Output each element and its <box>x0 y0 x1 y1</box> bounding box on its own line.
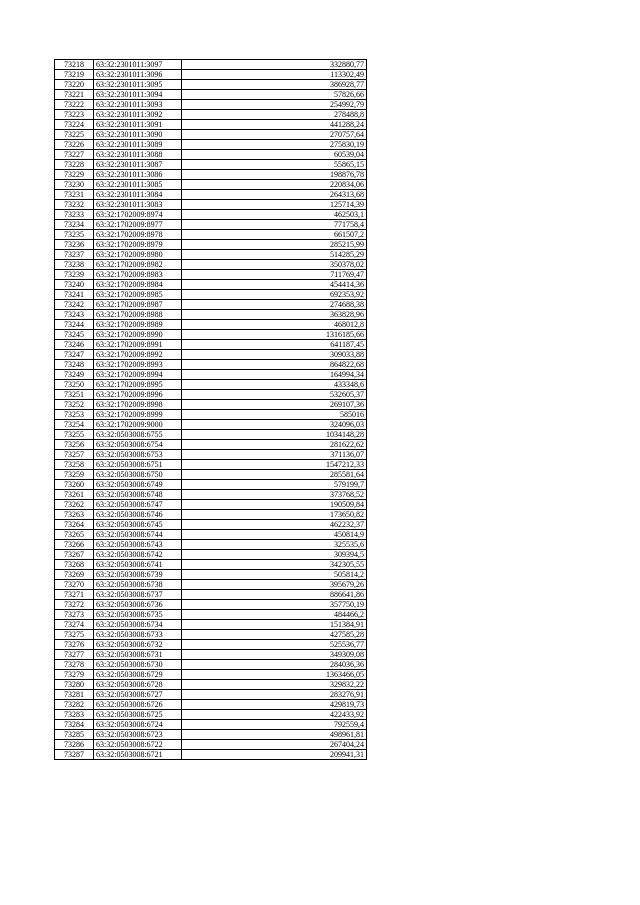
value-cell: 151384,91 <box>182 620 367 630</box>
value-cell: 278488,8 <box>182 110 367 120</box>
cadastral-number-cell: 63:32:2301011:3094 <box>94 90 182 100</box>
cadastral-number-cell: 63:32:0503008:6735 <box>94 610 182 620</box>
table-row <box>55 550 367 560</box>
cadastral-number-cell: 63:32:0503008:6755 <box>94 430 182 440</box>
table-row <box>55 150 367 160</box>
table-row <box>55 110 367 120</box>
row-number-cell: 73233 <box>55 210 94 220</box>
value-cell: 514285,29 <box>182 250 367 260</box>
value-cell: 113302,49 <box>182 70 367 80</box>
data-table <box>54 59 367 760</box>
table-row <box>55 560 367 570</box>
cadastral-number-cell: 63:32:2301011:3095 <box>94 80 182 90</box>
value-cell: 711769,47 <box>182 270 367 280</box>
value-cell: 285581,64 <box>182 470 367 480</box>
cadastral-number-cell: 63:32:1702009:8998 <box>94 400 182 410</box>
cadastral-number-cell: 63:32:1702009:8996 <box>94 390 182 400</box>
row-number-cell: 73219 <box>55 70 94 80</box>
value-cell: 283276,91 <box>182 690 367 700</box>
row-number-cell: 73280 <box>55 680 94 690</box>
table-row <box>55 710 367 720</box>
value-cell: 281622,62 <box>182 440 367 450</box>
row-number-cell: 73277 <box>55 650 94 660</box>
row-number-cell: 73283 <box>55 710 94 720</box>
value-cell: 60539,04 <box>182 150 367 160</box>
row-number-cell: 73239 <box>55 270 94 280</box>
value-cell: 349309,08 <box>182 650 367 660</box>
cadastral-number-cell: 63:32:1702009:8991 <box>94 340 182 350</box>
table-row <box>55 280 367 290</box>
table-row <box>55 690 367 700</box>
table-row <box>55 730 367 740</box>
table-row <box>55 530 367 540</box>
table-row <box>55 270 367 280</box>
table-row <box>55 220 367 230</box>
cadastral-number-cell: 63:32:2301011:3085 <box>94 180 182 190</box>
row-number-cell: 73242 <box>55 300 94 310</box>
table-row <box>55 70 367 80</box>
row-number-cell: 73275 <box>55 630 94 640</box>
value-cell: 1547212,33 <box>182 460 367 470</box>
row-number-cell: 73279 <box>55 670 94 680</box>
value-cell: 429819,73 <box>182 700 367 710</box>
row-number-cell: 73263 <box>55 510 94 520</box>
cadastral-number-cell: 63:32:0503008:6744 <box>94 530 182 540</box>
cadastral-number-cell: 63:32:2301011:3087 <box>94 160 182 170</box>
row-number-cell: 73253 <box>55 410 94 420</box>
row-number-cell: 73271 <box>55 590 94 600</box>
value-cell: 264313,68 <box>182 190 367 200</box>
value-cell: 692353,92 <box>182 290 367 300</box>
row-number-cell: 73265 <box>55 530 94 540</box>
value-cell: 371136,07 <box>182 450 367 460</box>
row-number-cell: 73276 <box>55 640 94 650</box>
row-number-cell: 73285 <box>55 730 94 740</box>
row-number-cell: 73220 <box>55 80 94 90</box>
row-number-cell: 73232 <box>55 200 94 210</box>
value-cell: 484466,2 <box>182 610 367 620</box>
value-cell: 275830,19 <box>182 140 367 150</box>
table-row <box>55 610 367 620</box>
table-row <box>55 680 367 690</box>
table-body <box>55 60 367 760</box>
row-number-cell: 73224 <box>55 120 94 130</box>
cadastral-number-cell: 63:32:0503008:6753 <box>94 450 182 460</box>
row-number-cell: 73286 <box>55 740 94 750</box>
value-cell: 462503,1 <box>182 210 367 220</box>
row-number-cell: 73244 <box>55 320 94 330</box>
value-cell: 357750,19 <box>182 600 367 610</box>
row-number-cell: 73248 <box>55 360 94 370</box>
table-row <box>55 700 367 710</box>
cadastral-number-cell: 63:32:2301011:3092 <box>94 110 182 120</box>
row-number-cell: 73229 <box>55 170 94 180</box>
cadastral-number-cell: 63:32:2301011:3084 <box>94 190 182 200</box>
table-row <box>55 450 367 460</box>
table-row <box>55 80 367 90</box>
cadastral-number-cell: 63:32:1702009:8992 <box>94 350 182 360</box>
value-cell: 198876,78 <box>182 170 367 180</box>
value-cell: 269107,36 <box>182 400 367 410</box>
value-cell: 771758,4 <box>182 220 367 230</box>
cadastral-number-cell: 63:32:0503008:6728 <box>94 680 182 690</box>
cadastral-number-cell: 63:32:1702009:8999 <box>94 410 182 420</box>
row-number-cell: 73241 <box>55 290 94 300</box>
value-cell: 267404,24 <box>182 740 367 750</box>
row-number-cell: 73282 <box>55 700 94 710</box>
value-cell: 864822,68 <box>182 360 367 370</box>
value-cell: 309394,5 <box>182 550 367 560</box>
table-row <box>55 670 367 680</box>
value-cell: 641187,45 <box>182 340 367 350</box>
row-number-cell: 73245 <box>55 330 94 340</box>
table-row <box>55 620 367 630</box>
value-cell: 284036,36 <box>182 660 367 670</box>
value-cell: 792559,4 <box>182 720 367 730</box>
table-row <box>55 520 367 530</box>
cadastral-number-cell: 63:32:0503008:6737 <box>94 590 182 600</box>
row-number-cell: 73269 <box>55 570 94 580</box>
table-row <box>55 60 367 70</box>
cadastral-number-cell: 63:32:0503008:6733 <box>94 630 182 640</box>
row-number-cell: 73262 <box>55 500 94 510</box>
table-row <box>55 190 367 200</box>
cadastral-number-cell: 63:32:0503008:6721 <box>94 750 182 760</box>
row-number-cell: 73231 <box>55 190 94 200</box>
row-number-cell: 73250 <box>55 380 94 390</box>
row-number-cell: 73261 <box>55 490 94 500</box>
table-row <box>55 720 367 730</box>
table-row <box>55 750 367 760</box>
value-cell: 386928,77 <box>182 80 367 90</box>
cadastral-number-cell: 63:32:2301011:3090 <box>94 130 182 140</box>
row-number-cell: 73259 <box>55 470 94 480</box>
value-cell: 462232,37 <box>182 520 367 530</box>
table-row <box>55 290 367 300</box>
table-row <box>55 500 367 510</box>
cadastral-number-cell: 63:32:0503008:6724 <box>94 720 182 730</box>
cadastral-number-cell: 63:32:2301011:3088 <box>94 150 182 160</box>
row-number-cell: 73218 <box>55 60 94 70</box>
row-number-cell: 73272 <box>55 600 94 610</box>
row-number-cell: 73247 <box>55 350 94 360</box>
table-row <box>55 120 367 130</box>
table-row <box>55 230 367 240</box>
cadastral-number-cell: 63:32:0503008:6743 <box>94 540 182 550</box>
row-number-cell: 73246 <box>55 340 94 350</box>
table-row <box>55 420 367 430</box>
value-cell: 427585,28 <box>182 630 367 640</box>
cadastral-number-cell: 63:32:2301011:3097 <box>94 60 182 70</box>
cadastral-number-cell: 63:32:0503008:6741 <box>94 560 182 570</box>
row-number-cell: 73221 <box>55 90 94 100</box>
cadastral-number-cell: 63:32:0503008:6731 <box>94 650 182 660</box>
row-number-cell: 73258 <box>55 460 94 470</box>
table-row <box>55 460 367 470</box>
row-number-cell: 73268 <box>55 560 94 570</box>
row-number-cell: 73223 <box>55 110 94 120</box>
table-row <box>55 210 367 220</box>
value-cell: 1363466,05 <box>182 670 367 680</box>
cadastral-number-cell: 63:32:1702009:8977 <box>94 220 182 230</box>
cadastral-number-cell: 63:32:0503008:6722 <box>94 740 182 750</box>
cadastral-number-cell: 63:32:1702009:8983 <box>94 270 182 280</box>
value-cell: 220834,06 <box>182 180 367 190</box>
cadastral-number-cell: 63:32:0503008:6736 <box>94 600 182 610</box>
row-number-cell: 73235 <box>55 230 94 240</box>
value-cell: 329832,22 <box>182 680 367 690</box>
value-cell: 1034148,28 <box>182 430 367 440</box>
value-cell: 342305,55 <box>182 560 367 570</box>
row-number-cell: 73237 <box>55 250 94 260</box>
table-row <box>55 650 367 660</box>
row-number-cell: 73278 <box>55 660 94 670</box>
cadastral-number-cell: 63:32:2301011:3086 <box>94 170 182 180</box>
row-number-cell: 73222 <box>55 100 94 110</box>
table-row <box>55 360 367 370</box>
table-row <box>55 240 367 250</box>
value-cell: 125714,39 <box>182 200 367 210</box>
cadastral-number-cell: 63:32:1702009:8984 <box>94 280 182 290</box>
row-number-cell: 73267 <box>55 550 94 560</box>
table-row <box>55 600 367 610</box>
row-number-cell: 73225 <box>55 130 94 140</box>
table-row <box>55 590 367 600</box>
row-number-cell: 73266 <box>55 540 94 550</box>
value-cell: 450814,9 <box>182 530 367 540</box>
cadastral-number-cell: 63:32:0503008:6751 <box>94 460 182 470</box>
cadastral-number-cell: 63:32:0503008:6750 <box>94 470 182 480</box>
table-row <box>55 490 367 500</box>
cadastral-number-cell: 63:32:0503008:6739 <box>94 570 182 580</box>
value-cell: 270757,64 <box>182 130 367 140</box>
value-cell: 1316185,66 <box>182 330 367 340</box>
row-number-cell: 73243 <box>55 310 94 320</box>
table-row <box>55 160 367 170</box>
cadastral-number-cell: 63:32:0503008:6738 <box>94 580 182 590</box>
row-number-cell: 73273 <box>55 610 94 620</box>
table-row <box>55 480 367 490</box>
value-cell: 532605,37 <box>182 390 367 400</box>
value-cell: 209941,31 <box>182 750 367 760</box>
table-row <box>55 510 367 520</box>
cadastral-number-cell: 63:32:0503008:6729 <box>94 670 182 680</box>
table-row <box>55 200 367 210</box>
cadastral-number-cell: 63:32:1702009:8987 <box>94 300 182 310</box>
table-row <box>55 570 367 580</box>
value-cell: 350378,02 <box>182 260 367 270</box>
table-row <box>55 130 367 140</box>
value-cell: 55865,15 <box>182 160 367 170</box>
table-row <box>55 90 367 100</box>
value-cell: 505814,2 <box>182 570 367 580</box>
value-cell: 274688,38 <box>182 300 367 310</box>
cadastral-number-cell: 63:32:1702009:8985 <box>94 290 182 300</box>
value-cell: 454414,36 <box>182 280 367 290</box>
cadastral-number-cell: 63:32:0503008:6749 <box>94 480 182 490</box>
value-cell: 422433,92 <box>182 710 367 720</box>
table-row <box>55 170 367 180</box>
table-row <box>55 580 367 590</box>
row-number-cell: 73274 <box>55 620 94 630</box>
table-row <box>55 180 367 190</box>
value-cell: 324096,03 <box>182 420 367 430</box>
row-number-cell: 73251 <box>55 390 94 400</box>
cadastral-number-cell: 63:32:0503008:6742 <box>94 550 182 560</box>
table-row <box>55 740 367 750</box>
table-row <box>55 330 367 340</box>
value-cell: 468012,8 <box>182 320 367 330</box>
table-row <box>55 300 367 310</box>
cadastral-number-cell: 63:32:0503008:6745 <box>94 520 182 530</box>
value-cell: 173650,82 <box>182 510 367 520</box>
cadastral-number-cell: 63:32:1702009:8988 <box>94 310 182 320</box>
cadastral-number-cell: 63:32:0503008:6746 <box>94 510 182 520</box>
table-row <box>55 400 367 410</box>
value-cell: 164994,34 <box>182 370 367 380</box>
value-cell: 585016 <box>182 410 367 420</box>
row-number-cell: 73281 <box>55 690 94 700</box>
table-row <box>55 640 367 650</box>
table-row <box>55 350 367 360</box>
row-number-cell: 73264 <box>55 520 94 530</box>
row-number-cell: 73249 <box>55 370 94 380</box>
table-row <box>55 630 367 640</box>
value-cell: 525536,77 <box>182 640 367 650</box>
value-cell: 190509,84 <box>182 500 367 510</box>
row-number-cell: 73256 <box>55 440 94 450</box>
cadastral-number-cell: 63:32:0503008:6723 <box>94 730 182 740</box>
cadastral-number-cell: 63:32:1702009:8980 <box>94 250 182 260</box>
cadastral-number-cell: 63:32:0503008:6725 <box>94 710 182 720</box>
table-row <box>55 540 367 550</box>
table-row <box>55 660 367 670</box>
row-number-cell: 73270 <box>55 580 94 590</box>
row-number-cell: 73236 <box>55 240 94 250</box>
table-row <box>55 260 367 270</box>
row-number-cell: 73284 <box>55 720 94 730</box>
cadastral-number-cell: 63:32:0503008:6747 <box>94 500 182 510</box>
value-cell: 498961,81 <box>182 730 367 740</box>
value-cell: 661507,2 <box>182 230 367 240</box>
table-row <box>55 410 367 420</box>
table-row <box>55 140 367 150</box>
cadastral-number-cell: 63:32:1702009:8982 <box>94 260 182 270</box>
cadastral-number-cell: 63:32:1702009:8989 <box>94 320 182 330</box>
value-cell: 57826,66 <box>182 90 367 100</box>
cadastral-number-cell: 63:32:0503008:6748 <box>94 490 182 500</box>
cadastral-number-cell: 63:32:1702009:8974 <box>94 210 182 220</box>
cadastral-number-cell: 63:32:1702009:8993 <box>94 360 182 370</box>
row-number-cell: 73257 <box>55 450 94 460</box>
row-number-cell: 73228 <box>55 160 94 170</box>
cadastral-number-cell: 63:32:0503008:6726 <box>94 700 182 710</box>
table-row <box>55 320 367 330</box>
value-cell: 441288,24 <box>182 120 367 130</box>
value-cell: 325535,6 <box>182 540 367 550</box>
value-cell: 363828,96 <box>182 310 367 320</box>
table-row <box>55 250 367 260</box>
row-number-cell: 73240 <box>55 280 94 290</box>
value-cell: 373768,52 <box>182 490 367 500</box>
value-cell: 433348,6 <box>182 380 367 390</box>
row-number-cell: 73260 <box>55 480 94 490</box>
cadastral-number-cell: 63:32:0503008:6754 <box>94 440 182 450</box>
cadastral-number-cell: 63:32:0503008:6727 <box>94 690 182 700</box>
table-row <box>55 310 367 320</box>
cadastral-number-cell: 63:32:1702009:8979 <box>94 240 182 250</box>
table-row <box>55 430 367 440</box>
cadastral-number-cell: 63:32:1702009:8990 <box>94 330 182 340</box>
value-cell: 254992,79 <box>182 100 367 110</box>
cadastral-number-cell: 63:32:0503008:6730 <box>94 660 182 670</box>
cadastral-number-cell: 63:32:1702009:9000 <box>94 420 182 430</box>
cadastral-number-cell: 63:32:2301011:3091 <box>94 120 182 130</box>
row-number-cell: 73227 <box>55 150 94 160</box>
cadastral-number-cell: 63:32:1702009:8978 <box>94 230 182 240</box>
cadastral-number-cell: 63:32:1702009:8994 <box>94 370 182 380</box>
row-number-cell: 73230 <box>55 180 94 190</box>
table-row <box>55 440 367 450</box>
table-row <box>55 390 367 400</box>
table-row <box>55 100 367 110</box>
value-cell: 309033,88 <box>182 350 367 360</box>
value-cell: 332880,77 <box>182 60 367 70</box>
row-number-cell: 73226 <box>55 140 94 150</box>
cadastral-number-cell: 63:32:1702009:8995 <box>94 380 182 390</box>
table-row <box>55 470 367 480</box>
table-row <box>55 370 367 380</box>
table-row <box>55 340 367 350</box>
row-number-cell: 73254 <box>55 420 94 430</box>
row-number-cell: 73252 <box>55 400 94 410</box>
value-cell: 395679,26 <box>182 580 367 590</box>
row-number-cell: 73255 <box>55 430 94 440</box>
cadastral-number-cell: 63:32:0503008:6732 <box>94 640 182 650</box>
cadastral-number-cell: 63:32:2301011:3093 <box>94 100 182 110</box>
row-number-cell: 73234 <box>55 220 94 230</box>
cadastral-number-cell: 63:32:2301011:3089 <box>94 140 182 150</box>
row-number-cell: 73238 <box>55 260 94 270</box>
value-cell: 285215,99 <box>182 240 367 250</box>
value-cell: 886641,86 <box>182 590 367 600</box>
cadastral-number-cell: 63:32:2301011:3083 <box>94 200 182 210</box>
cadastral-number-cell: 63:32:0503008:6734 <box>94 620 182 630</box>
table-row <box>55 380 367 390</box>
value-cell: 579199,7 <box>182 480 367 490</box>
row-number-cell: 73287 <box>55 750 94 760</box>
cadastral-number-cell: 63:32:2301011:3096 <box>94 70 182 80</box>
